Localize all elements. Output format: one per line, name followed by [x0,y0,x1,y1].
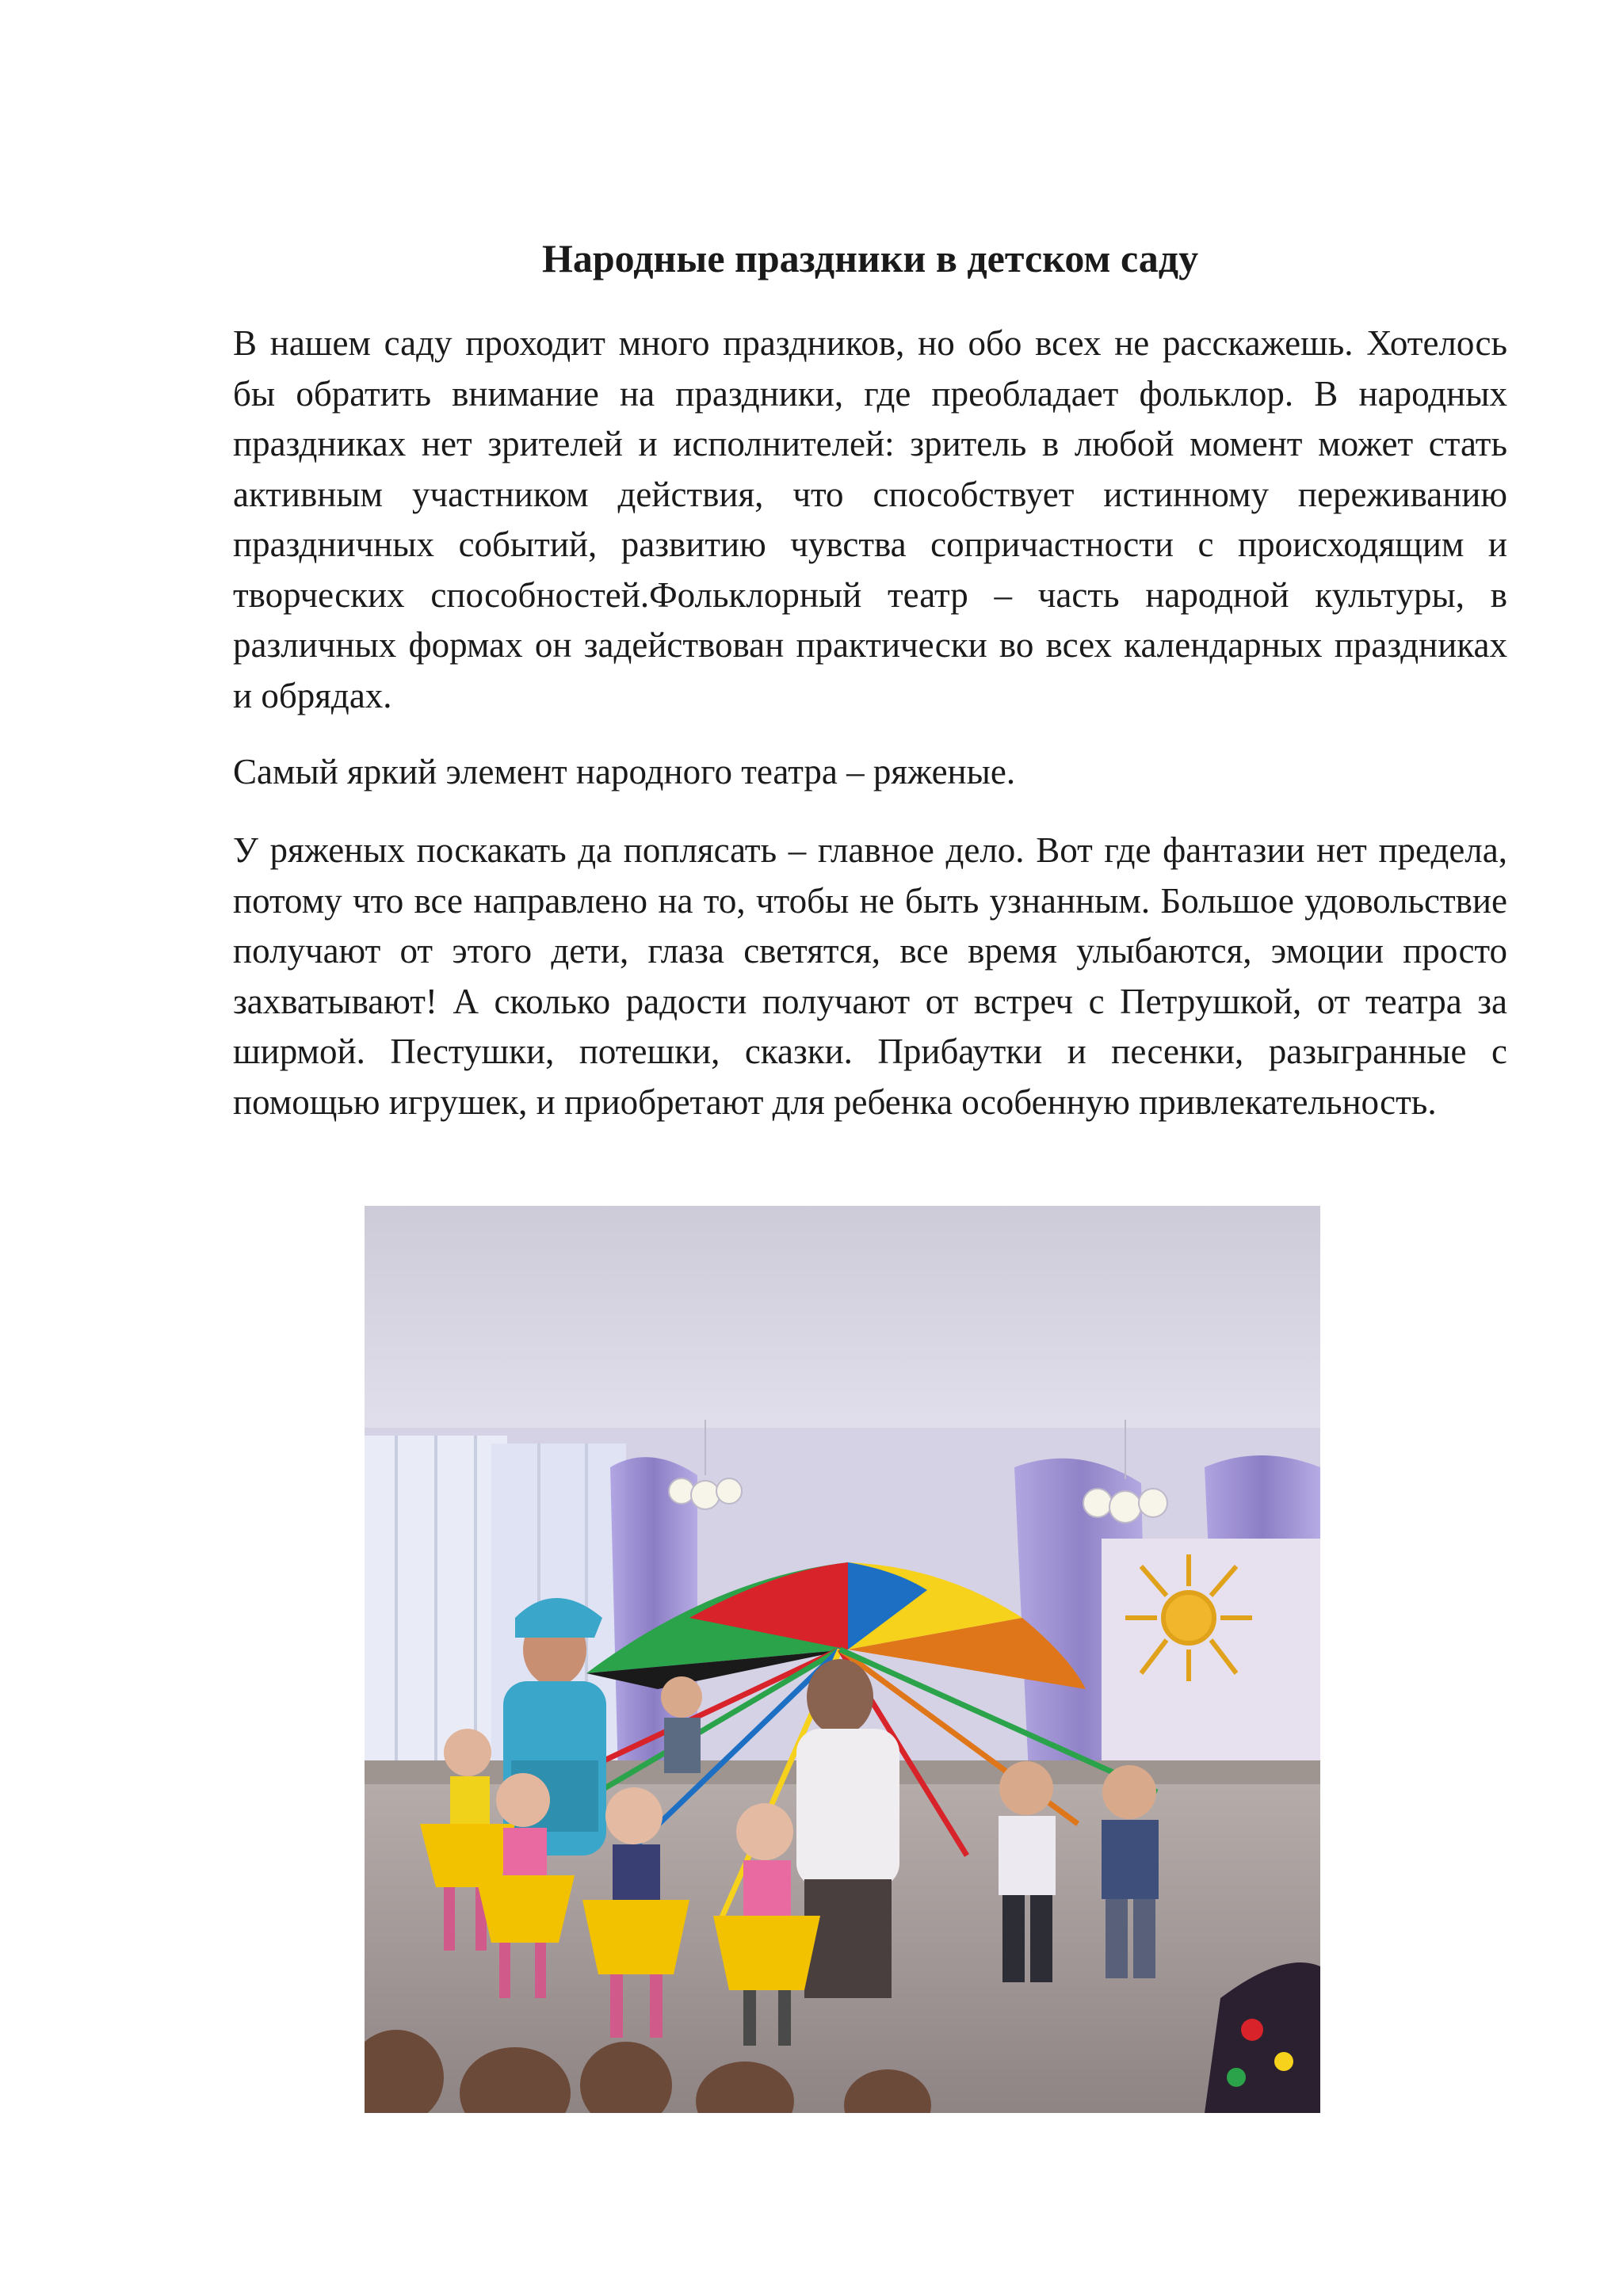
paragraph-dancing: У ряженых поскакать да поплясать – главное дело. Вот где фантазии нет предела, потому что все направлено на то, чтобы не быть узнанным. Большое удовольствие получают от этого дети, глаза светятся, все время улыбаются, эмоции просто захватывают! А сколько радости получают от встреч с Петрушкой, от театра за ширмой. Пестушки, потешки, сказки. Прибаутки и песенки, разыгранные с помощью игрушек, и приобретают для ребенка особенную привлекательность. [233,830,1507,1122]
festival-photo-illustration [365,1206,1320,2113]
paragraph-intro: В нашем саду проходит много праздников, но обо всех не расскажешь. Хотелось бы обратить внимание на праздники, где преобладает фольклор. В народных праздниках нет зрителей и исполнителей: зритель в любой момент может стать активным участником действия, что способствует истинному переживанию праздничных событий, развитию чувства сопричастности с происходящим и творческих способностей.Фольклорный театр – часть народной культуры, в различных формах он задействован практически во всех календарных праздниках и обрядах. [233,323,1507,715]
document-title: Народные праздники в детском саду [541,236,1199,280]
paragraph-mummers: Самый яркий элемент народного театра – ряженые. [233,752,1016,791]
festival-photo [365,1206,1320,2113]
